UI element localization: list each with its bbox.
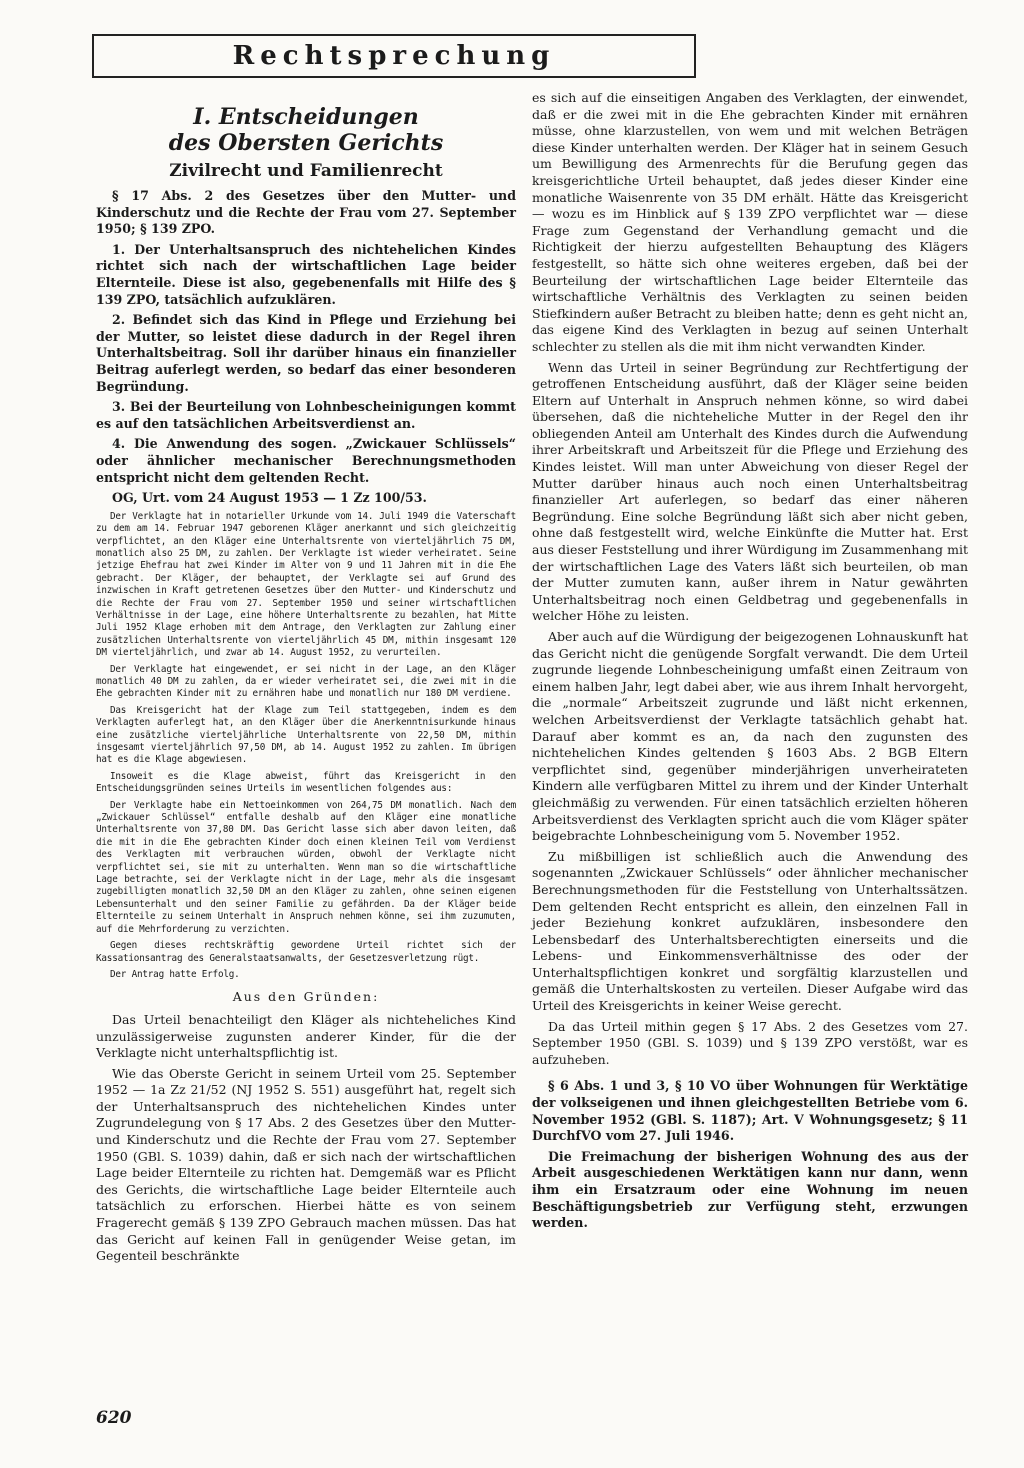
headnote-2: 2. Befindet sich das Kind in Pflege und Erziehung bei der Mutter, so leistet diese dadurch in der Regel ihren Unterhaltsbeitrag. Soll ihr darüber hinaus ein finanzieller Beitrag auferlegt werden, so bedarf das einer besonderen Begründung.: [96, 312, 516, 394]
grounds-paragraph-1: Das Urteil benachteiligt den Kläger als nichteheliches Kind unzulässigerweise zugunsten anderer Kinder, für die der Verklagte nicht unterhaltspflichtig ist.: [96, 1011, 516, 1061]
headnote-2-1: Die Freimachung der bisherigen Wohnung des aus der Arbeit ausgeschiedenen Werktätigen kann nur dann, wenn ihm ein Ersatzraum oder eine Wohnung im neuen Beschäftigungsbetrieb zur Verfügung steht, erzwungen werden.: [532, 1148, 968, 1231]
section-header: [92, 34, 696, 78]
right-paragraph-5: Da das Urteil mithin gegen § 17 Abs. 2 des Gesetzes vom 27. September 1950 (GBl. S. 1039) und § 139 ZPO verstößt, war es aufzuheben.: [532, 1018, 968, 1067]
facts-paragraph-5: Der Verklagte habe ein Nettoeinkommen von 264,75 DM monatlich. Nach dem „Zwickauer Schlüssel“ entfalle deshalb auf den Kläger eine monatliche Unterhaltsrente von 37,80 DM. Das Gericht lasse sich aber davon leiten, daß die mit in die Ehe gebrachten Kinder doch einen kleinen Teil vom Verdienst des Verklagten mit verbrauchen würden, obwohl der Verklagte nicht verpflichtet sei, sie mit zu unterhalten. Wenn man so die wirtschaftliche Lage betrachte, sei der Verklagte nicht in der Lage, mehr als die insgesamt zugebilligten monatlich 32,50 DM an den Kläger zu zahlen, ohne seinen eigenen Lebensunterhalt und den seiner Familie zu gefährden. Da der Kläger beide Elternteile zu seinem Unterhalt in Anspruch nehmen könne, sei ihm zuzumuten, auf die Mehrforderung zu verzichten.: [96, 799, 516, 935]
facts-paragraph-2: Der Verklagte hat eingewendet, er sei nicht in der Lage, an den Kläger monatlich 40 DM zu zahlen, da er wieder verheiratet sei, die zwei mit in die Ehe gebrachten Kinder mit zu ernähren habe und monatlich nur 180 DM verdiene.: [96, 663, 516, 700]
facts-paragraph-6: Gegen dieses rechtskräftig gewordene Urteil richtet sich der Kassationsantrag des Generalstaatsanwalts, der Gesetzesverletzung rügt.: [96, 940, 516, 964]
right-paragraph-3: Aber auch auf die Würdigung der beigezogenen Lohnauskunft hat das Gericht nicht die genügende Sorgfalt verwandt. Die dem Urteil zugrunde liegende Lohnbescheinigung umfaßt einen Zeitraum von einem halben Jahr, legt dabei aber, wie aus ihrem Inhalt hervorgeht, die „normale“ Arbeitszeit zugrunde und läßt nicht erkennen, welchen Arbeitsverdienst der Verklagte tatsächlich gehabt hat. Darauf aber kommt es an, da nach den zugunsten des nichtehelichen Kindes geltenden § 1603 Abs. 2 BGB Eltern verpflichtet sind, gegenüber minderjährigen unverheirateten Kindern alle verfügbaren Mittel zu ihrem und der Kinder Unterhalt gleichmäßig zu verwenden. Für einen tatsächlich erzielten höheren Arbeitsverdienst des Verklagten spricht auch die vom Kläger später beigebrachte Lohnbescheinigung vom 5. November 1952.: [532, 629, 968, 844]
grounds-heading: Aus den Gründen:: [232, 989, 380, 1005]
right-paragraph-2: Wenn das Urteil in seiner Begründung zur Rechtfertigung der getroffenen Entscheidung ausführt, daß der Kläger seine beiden Eltern auf Unterhalt in Anspruch nehmen könne, so wird dabei übersehen, daß die nichteheliche Mutter in der Regel den ihr obliegenden Anteil am Unterhalt des Kindes durch die Aufwendung ihrer Arbeitskraft und Arbeitszeit für die Pflege und Erziehung des Kindes leistet. Will man unter Abweichung von dieser Regel der Mutter darüber hinaus auch noch einen Unterhaltsbeitrag finanzieller Art auferlegen, so bedarf das einer näheren Begründung. Eine solche Begründung läßt sich aber nicht geben, ohne daß festgestellt wird, welche Einkünfte die Mutter hat. Erst aus dieser Feststellung und ihrer Würdigung im Zusammenhang mit der wirtschaftlichen Lage des Vaters läßt sich beurteilen, ob man der Mutter zumuten kann, außer ihrem in Natur gewährten Unterhaltsbeitrag noch einen Geldbetrag und gegebenenfalls in welcher Höhe zu leisten.: [532, 359, 968, 624]
page-number: 620: [96, 1408, 132, 1428]
heading-1-line-2: des Obersten Gerichts: [168, 130, 444, 156]
headnote-1: 1. Der Unterhaltsanspruch des nichtehelichen Kindes richtet sich nach der wirtschaftlichen Lage beider Elternteile. Diese ist also, gegebenenfalls mit Hilfe des § 139 ZPO, tatsächlich aufzuklären.: [96, 241, 516, 307]
heading-1: [96, 104, 516, 156]
law-reference: § 17 Abs. 2 des Gesetzes über den Mutter- und Kinderschutz und die Rechte der Frau vom 27. September 1950; § 139 ZPO.: [96, 188, 516, 237]
facts-paragraph-1: Der Verklagte hat in notarieller Urkunde vom 14. Juli 1949 die Vaterschaft zu dem am 14. Februar 1947 geborenen Kläger anerkannt und sich gleichzeitig verpflichtet, an den Kläger eine Unterhaltsrente von vierteljährlich 75 DM, monatlich also 25 DM, zu zahlen. Der Verklagte ist wieder verheiratet. Seine jetzige Ehefrau hat zwei Kinder im Alter von 9 und 11 Jahren mit in die Ehe gebracht. Der Kläger, der behauptet, der Verklagte sei auf Grund des inzwischen in Kraft getretenen Gesetzes über den Mutter- und Kinderschutz und die Rechte der Frau vom 27. September 1950 und seiner wirtschaftlichen Verhältnisse in der Lage, eine höhere Unterhaltsrente zu bezahlen, hat Mitte Juli 1952 Klage erhoben mit dem Antrage, den Verklagten zur Zahlung einer zusätzlichen Unterhaltsrente von vierteljährlich 45 DM, mithin insgesamt 120 DM vierteljährlich, und zwar ab 14. August 1952, zu verurteilen.: [96, 510, 516, 659]
heading-2: Zivilrecht und Familienrecht: [169, 161, 443, 181]
section-title: Rechtsprechung: [232, 41, 556, 71]
right-paragraph-4: Zu mißbilligen ist schließlich auch die Anwendung des sogenannten „Zwickauer Schlüssels“ oder ähnlicher mechanischer Berechnungsmethoden für die Feststellung von Unterhaltssätzen. Dem geltenden Recht entspricht es allein, den einzelnen Fall in jeder Beziehung konkret aufzuklären, insbesondere den Lebensbedarf des Unterhaltsberechtigten einerseits und die Lebens- und Einkommensverhältnisse des oder der Unterhaltspflichtigen konkret und sorgfältig klarzustellen und gemäß die Unterhaltskosten zu verteilen. Dieser Aufgabe wird das Urteil des Kreisgerichts in keiner Weise gerecht.: [532, 848, 968, 1014]
headnote-4: 4. Die Anwendung des sogen. „Zwickauer Schlüssels“ oder ähnlicher mechanischer Berechnungsmethoden entspricht nicht dem geltenden Recht.: [96, 436, 516, 485]
law-reference-2: § 6 Abs. 1 und 3, § 10 VO über Wohnungen für Werktätige der volkseigenen und ihnen gleichgestellten Betriebe vom 6. November 1952 (GBl. S. 1187); Art. V Wohnungsgesetz; § 11 DurchfVO vom 27. Juli 1946.: [532, 1078, 968, 1144]
facts-paragraph-4: Insoweit es die Klage abweist, führt das Kreisgericht in den Entscheidungsgründen seines Urteils im wesentlichen folgendes aus:: [96, 770, 516, 795]
headnote-3: 3. Bei der Beurteilung von Lohnbescheinigungen kommt es auf den tatsächlichen Arbeitsverdienst an.: [96, 399, 516, 431]
grounds-paragraph-2: Wie das Oberste Gericht in seinem Urteil vom 25. September 1952 — 1a Zz 21/52 (NJ 1952 S. 551) ausgeführt hat, regelt sich der Unterhaltsanspruch des nichtehelichen Kindes unter Zugrundelegung von § 17 Abs. 2 des Gesetzes über den Mutter- und Kinderschutz und die Rechte der Frau vom 27. September 1950 (GBl. S. 1039) dahin, daß er sich nach der wirtschaftlichen Lage beider Elternteile zu richten hat. Demgemäß war es Pflicht des Gerichts, die wirtschaftliche Lage beider Elternteile auch tatsächlich zu erforschen. Hierbei hätte es von seinem Fragerecht gemäß § 139 ZPO Gebrauch machen müssen. Das hat das Gericht auf keinen Fall in genügender Weise getan, im Gegenteil beschränkte: [96, 1065, 516, 1264]
citation: OG, Urt. vom 24 August 1953 — 1 Zz 100/53.: [112, 490, 427, 506]
right-paragraph-1: es sich auf die einseitigen Angaben des Verklagten, der einwendet, daß er die zwei mit in die Ehe gebrachten Kinder mit ernähren müsse, ohne klarzustellen, von wem und mit welchen Beträgen diese Kinder unterhalten werden. Der Kläger hat in seinem Gesuch um Bewilligung des Armenrechts für die Berufung gegen das kreisgerichtliche Urteil behauptet, daß jedes dieser Kinder eine monatliche Waisenrente von 35 DM erhält. Hätte das Kreisgericht — wozu es im Hinblick auf § 139 ZPO verpflichtet war — diese Frage zum Gegenstand der Verhandlung gemacht und die Richtigkeit der hierzu aufgestellten Behauptung des Klägers festgestellt, so hätte sich ohne weiteres ergeben, daß bei der Beurteilung der wirtschaftlichen Lage beider Elternteile das wirtschaftliche Verhältnis des Verklagten zu seinen beiden Stiefkindern außer Betracht zu bleiben hatte; denn es geht nicht an, das eigene Kind des Verklagten in bezug auf seinen Unterhalt schlechter zu stellen als die mit ihm nicht verwandten Kinder.: [532, 90, 968, 354]
heading-1-line-1: I. Entscheidungen: [193, 104, 419, 130]
facts-paragraph-3: Das Kreisgericht hat der Klage zum Teil stattgegeben, indem es dem Verklagten auferlegt hat, an den Kläger über die Anerkenntnisurkunde hinaus eine zusätzliche vierteljährliche Unterhaltsrente von 22,50 DM, mithin insgesamt vierteljährlich 97,50 DM, ab 14. August 1952 zu zahlen. Im übrigen hat es die Klage abgewiesen.: [96, 704, 516, 766]
left-column: [96, 90, 516, 1269]
right-column: [532, 90, 968, 1236]
facts-paragraph-7: Der Antrag hatte Erfolg.: [110, 968, 240, 980]
